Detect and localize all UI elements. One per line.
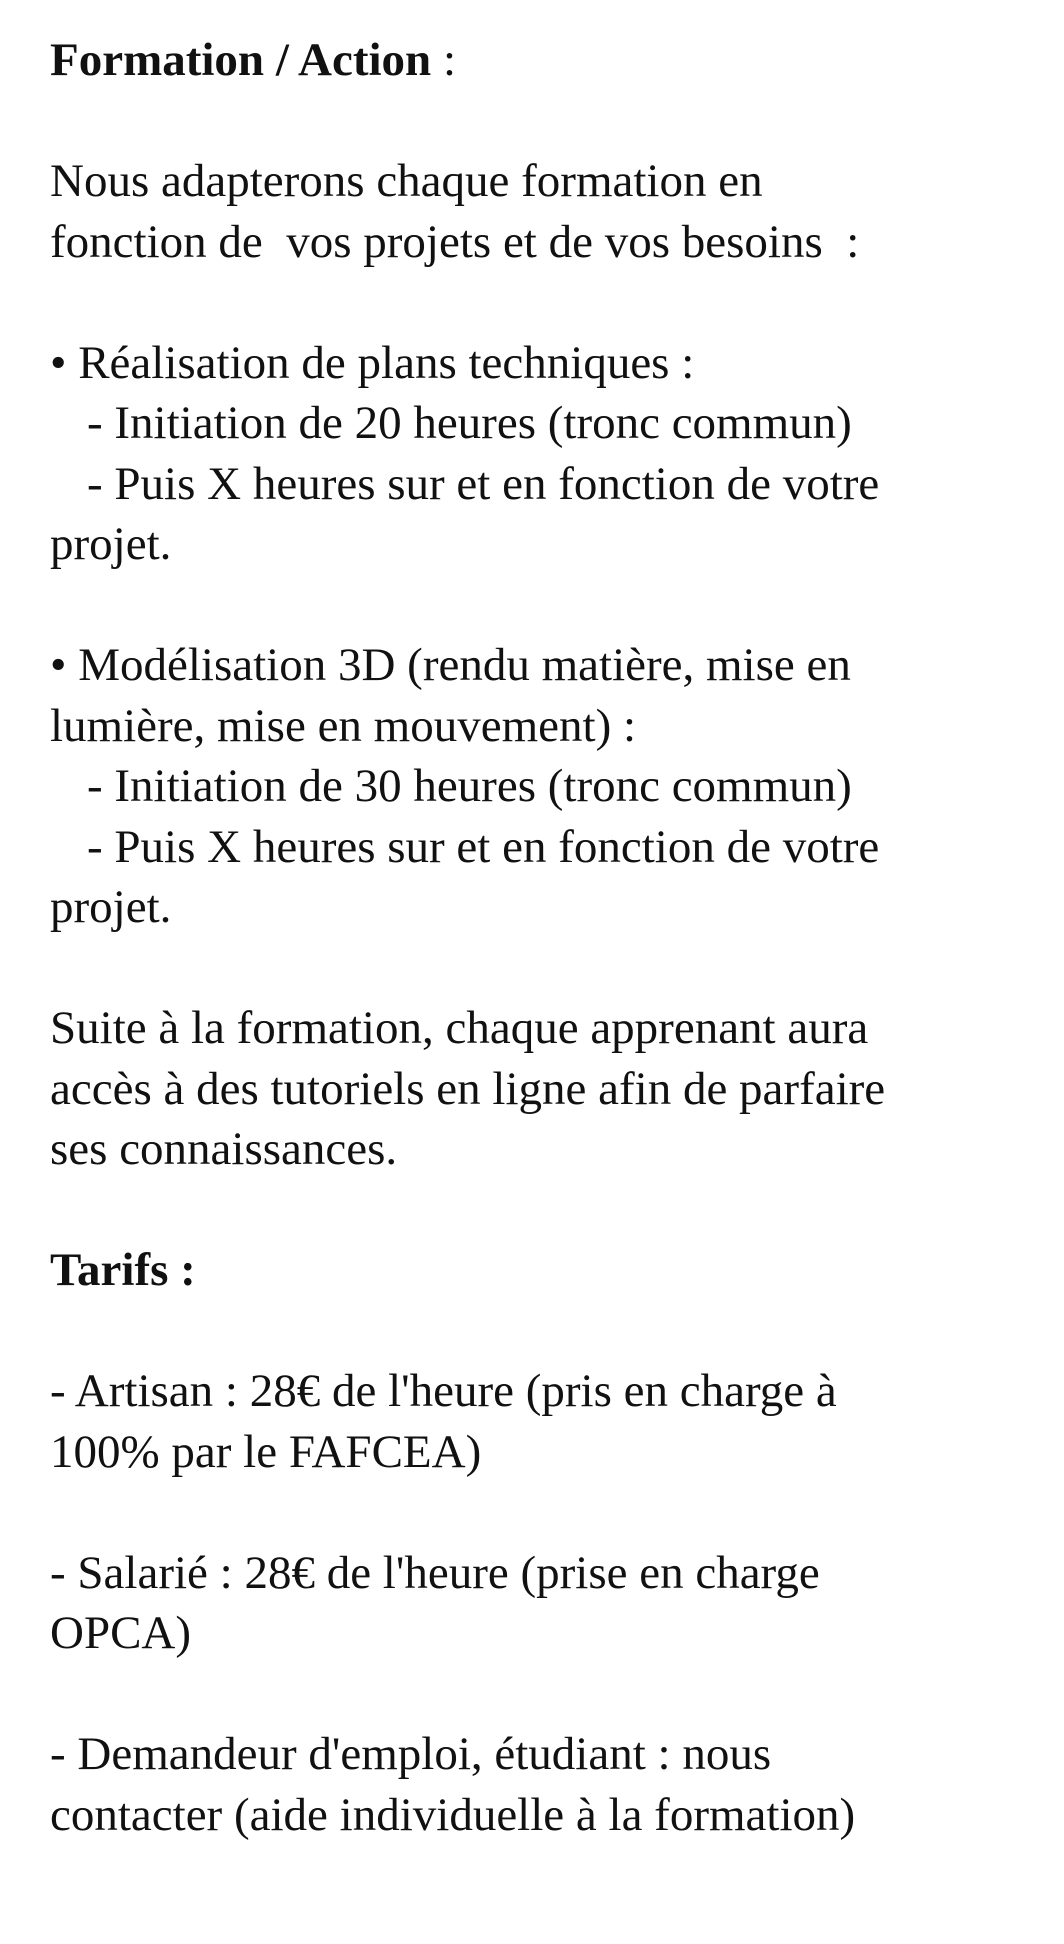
plans-techniques-item: - Initiation de 20 heures (tronc commun) xyxy=(87,397,852,449)
suite-formation-text: accès à des tutoriels en ligne afin de parfaire xyxy=(50,1062,886,1115)
spacer xyxy=(50,938,1050,999)
modelisation-item: - Initiation de 30 heures (tronc commun) xyxy=(87,760,852,812)
modelisation-item: - Puis X heures sur et en fonction de votre xyxy=(87,820,880,873)
spacer xyxy=(50,1664,1050,1725)
tarifs-title: Tarifs : xyxy=(50,1244,196,1296)
intro-line: fonction de vos projets et de vos besoins : xyxy=(50,215,860,268)
document-body xyxy=(50,30,1050,1845)
tarif-artisan: 100% par le FAFCEA) xyxy=(50,1425,482,1478)
modelisation-heading: • Modélisation 3D (rendu matière, mise en xyxy=(50,639,851,691)
modelisation-item-continuation: projet. xyxy=(50,881,172,933)
suite-formation-text: ses connaissances. xyxy=(50,1123,398,1175)
spacer xyxy=(50,272,1050,333)
tarif-demandeur: contacter (aide individuelle à la formation) xyxy=(50,1788,856,1841)
plans-techniques-item-continuation: projet. xyxy=(50,518,172,570)
intro-line: Nous adapterons chaque formation en xyxy=(50,155,763,207)
spacer xyxy=(50,1482,1050,1543)
formation-title xyxy=(50,30,1050,91)
suite-formation-text: Suite à la formation, chaque apprenant aura xyxy=(50,1002,869,1054)
spacer xyxy=(50,575,1050,636)
tarif-demandeur: - Demandeur d'emploi, étudiant : nous xyxy=(50,1728,772,1780)
formation-title-bold: Formation / Action xyxy=(50,34,432,86)
formation-title-suffix: : xyxy=(431,34,456,86)
plans-techniques-item: - Puis X heures sur et en fonction de votre xyxy=(87,457,880,510)
tarif-salarie: OPCA) xyxy=(50,1607,192,1659)
modelisation-heading: lumière, mise en mouvement) : xyxy=(50,699,637,752)
tarif-salarie: - Salarié : 28€ de l'heure (prise en charge xyxy=(50,1546,820,1599)
spacer xyxy=(50,1301,1050,1362)
spacer xyxy=(50,91,1050,152)
plans-techniques-heading: • Réalisation de plans techniques : xyxy=(50,336,695,389)
spacer xyxy=(50,1180,1050,1241)
tarif-artisan: - Artisan : 28€ de l'heure (pris en charge à xyxy=(50,1365,837,1417)
